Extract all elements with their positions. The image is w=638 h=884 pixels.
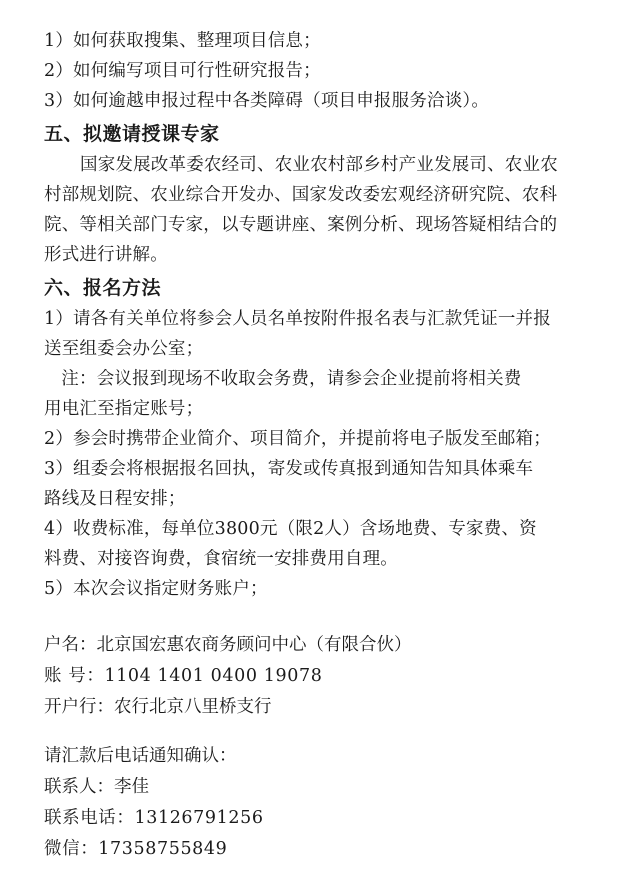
list-item: 5）本次会议指定财务账户； (44, 579, 268, 599)
contact-wechat: 微信：17358755849 (44, 839, 228, 859)
list-item: 2）如何编写项目可行性研究报告； (44, 61, 321, 81)
payment-notice: 请汇款后电话通知确认： (44, 746, 237, 766)
section-six-body (44, 304, 594, 604)
section-five-heading: 五、拟邀请授课专家 (44, 123, 220, 145)
contact-info-block (44, 741, 594, 865)
list-item: 2）参会时携带企业简介、项目简介，并提前将电子版发至邮箱； (44, 429, 551, 449)
list-item-cont: 用电汇至指定账号； (44, 399, 204, 419)
list-item: 1）如何获取搜集、整理项目信息； (44, 31, 321, 51)
list-item-cont: 送至组委会办公室； (44, 339, 204, 359)
spacer (44, 604, 594, 630)
bank-account-name: 户名：北京国宏惠农商务顾问中心（有限合伙） (44, 635, 412, 655)
section-five-body (44, 150, 594, 270)
contact-person: 联系人：李佳 (44, 777, 149, 797)
list-item: 3）组委会将根据报名回执，寄发或传真报到通知告知具体乘车 (44, 459, 534, 479)
paragraph-line: 院、等相关部门专家，以专题讲座、案例分析、现场答疑相结合的 (44, 215, 558, 235)
list-item-cont: 路线及日程安排； (44, 489, 186, 509)
paragraph-line: 村部规划院、农业综合开发办、国家发改委宏观经济研究院、农科 (44, 185, 558, 205)
paragraph-line: 国家发展改革委农经司、农业农村部乡村产业发展司、农业农 (80, 155, 558, 175)
list-item: 4）收费标准，每单位3800元（限2人）含场地费、专家费、资 (44, 519, 537, 539)
bank-branch: 开户行：农行北京八里桥支行 (44, 697, 272, 717)
list-item-cont: 料费、对接咨询费，食宿统一安排费用自理。 (44, 549, 398, 569)
paragraph-line: 形式进行讲解。 (44, 245, 168, 265)
bank-info-block (44, 630, 594, 723)
list-item: 1）请各有关单位将参会人员名单按附件报名表与汇款凭证一并报 (44, 309, 551, 329)
list-item: 注：会议报到现场不收取会务费，请参会企业提前将相关费 (44, 369, 522, 389)
spacer (44, 723, 594, 741)
section-six-heading: 六、报名方法 (44, 277, 162, 299)
bank-account-number: 账 号：1104 1401 0400 19078 (44, 666, 323, 686)
top-numbered-list (44, 26, 594, 116)
list-item: 3）如何逾越申报过程中各类障碍（项目申报服务洽谈）。 (44, 91, 490, 111)
contact-phone: 联系电话：13126791256 (44, 808, 264, 828)
